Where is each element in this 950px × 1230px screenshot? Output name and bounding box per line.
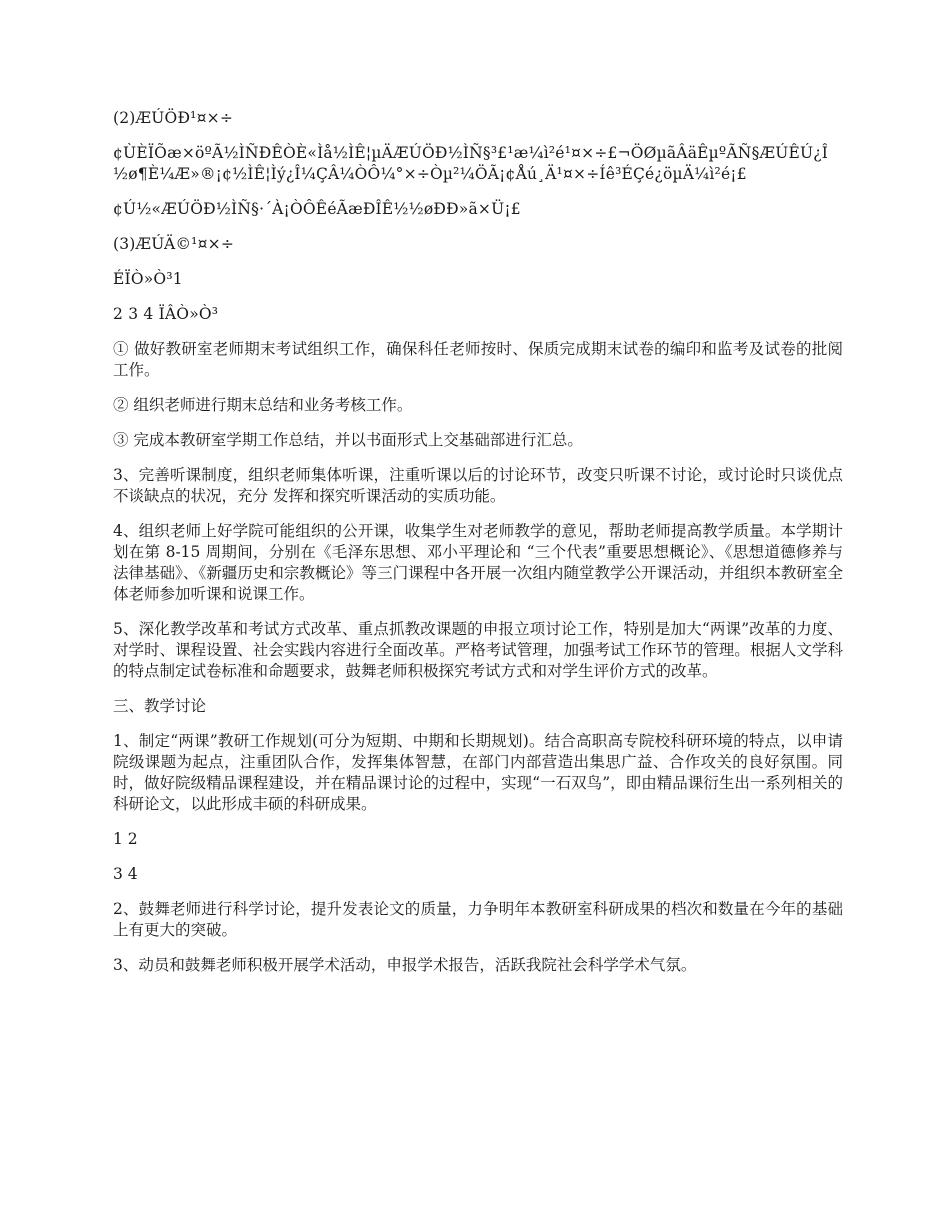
paragraph-discussion-item-3: 3、动员和鼓舞老师积极开展学术活动，申报学术报告，活跃我院社会科学学术气氛。 (113, 956, 697, 974)
paragraph-discussion-item-1: 1、制定“两课”教研工作规划(可分为短期、中期和长期规划)。结合高职高专院校科研环境的特点，以申请院级课题为起点，注重团队合作，发挥集体智慧，在部门内部营造出集思广益、合作攻关的良好氛围。同时，做好院级精品课程建设，并在精品课讨论的过程中，实现“一石双鸟”，即由精品课衍生出一系列相关的科研论文，以此形成丰硕的科研成果。 (113, 732, 843, 813)
paragraph-midterm-item-1: ¢ÙÈÏÕæ×öºÃ½ÌÑÐÊÒÈ«Ìå½ÌÊ¦µÄÆÚÖÐ½ÌÑ§³£¹æ¼ì²é¹¤×÷£¬ÖØµãÂäÊµºÃÑ§ÆÚÊÚ¿Î½ø¶È¼Æ»®¡¢½ÌÊ¦Ìý¿Î¼ÇÂ¼ÒÔ¼°×÷Òµ²¼ÖÃ¡¢Åú¸Ä¹¤×÷Íê³ÉÇé¿öµÄ¼ì²é¡£ (113, 144, 829, 183)
pagination-next: 2 3 4 ÏÂÒ»Ò³ (113, 305, 219, 323)
page-numbers-1-2: 1 2 (113, 830, 138, 848)
paragraph-midterm-heading: (2)ÆÚÖÐ¹¤×÷ (113, 109, 234, 127)
paragraph-discussion-item-2: 2、鼓舞老师进行科学讨论，提升发表论文的质量，力争明年本教研室科研成果的档次和数量在今年的基础上有更大的突破。 (113, 900, 843, 939)
paragraph-final-item-1: ① 做好教研室老师期末考试组织工作，确保科任老师按时、保质完成期末试卷的编印和监考及试卷的批阅工作。 (113, 340, 843, 379)
paragraph-item-3: 3、完善听课制度，组织老师集体听课，注重听课以后的讨论环节，改变只听课不讨论，或讨论时只谈优点不谈缺点的状况，充分 发挥和探究听课活动的实质功能。 (113, 466, 843, 505)
paragraph-final-item-2: ② 组织老师进行期末总结和业务考核工作。 (113, 396, 413, 414)
section-heading-teaching-discussion: 三、教学讨论 (113, 697, 207, 715)
paragraph-item-5: 5、深化教学改革和考试方式改革、重点抓教改课题的申报立项讨论工作，特别是加大“两课”改革的力度、对学时、课程设置、社会实践内容进行全面改革。严格考试管理，加强考试工作环节的管理。根据人文学科的特点制定试卷标准和命题要求，鼓舞老师积极探究考试方式和对学生评价方式的改革。 (113, 620, 843, 680)
paragraph-final-heading: (3)ÆÚÄ©¹¤×÷ (113, 235, 235, 253)
pagination-previous: ÉÏÒ»Ò³1 (113, 270, 183, 288)
paragraph-item-4: 4、组织老师上好学院可能组织的公开课，收集学生对老师教学的意见，帮助老师提高教学质量。本学期计划在第 8-15 周期间，分别在《毛泽东思想、邓小平理论和 “三个代表”重要思想概论》、《思想道德修养与法律基础》、《新疆历史和宗教概论》等三门课程中各开展一次组内随堂教学公开课活动，并组织本教研室全体老师参加听课和说课工作。 (113, 522, 843, 603)
document-page (113, 108, 843, 990)
page-numbers-3-4: 3 4 (113, 865, 138, 883)
paragraph-midterm-item-2: ¢Ú½«ÆÚÖÐ½ÌÑ§·´À¡ÒÔÊéÃæÐÎÊ½½øÐÐ»ã×Ü¡£ (113, 200, 521, 218)
paragraph-final-item-3: ③ 完成本教研室学期工作总结，并以书面形式上交基础部进行汇总。 (113, 431, 583, 449)
